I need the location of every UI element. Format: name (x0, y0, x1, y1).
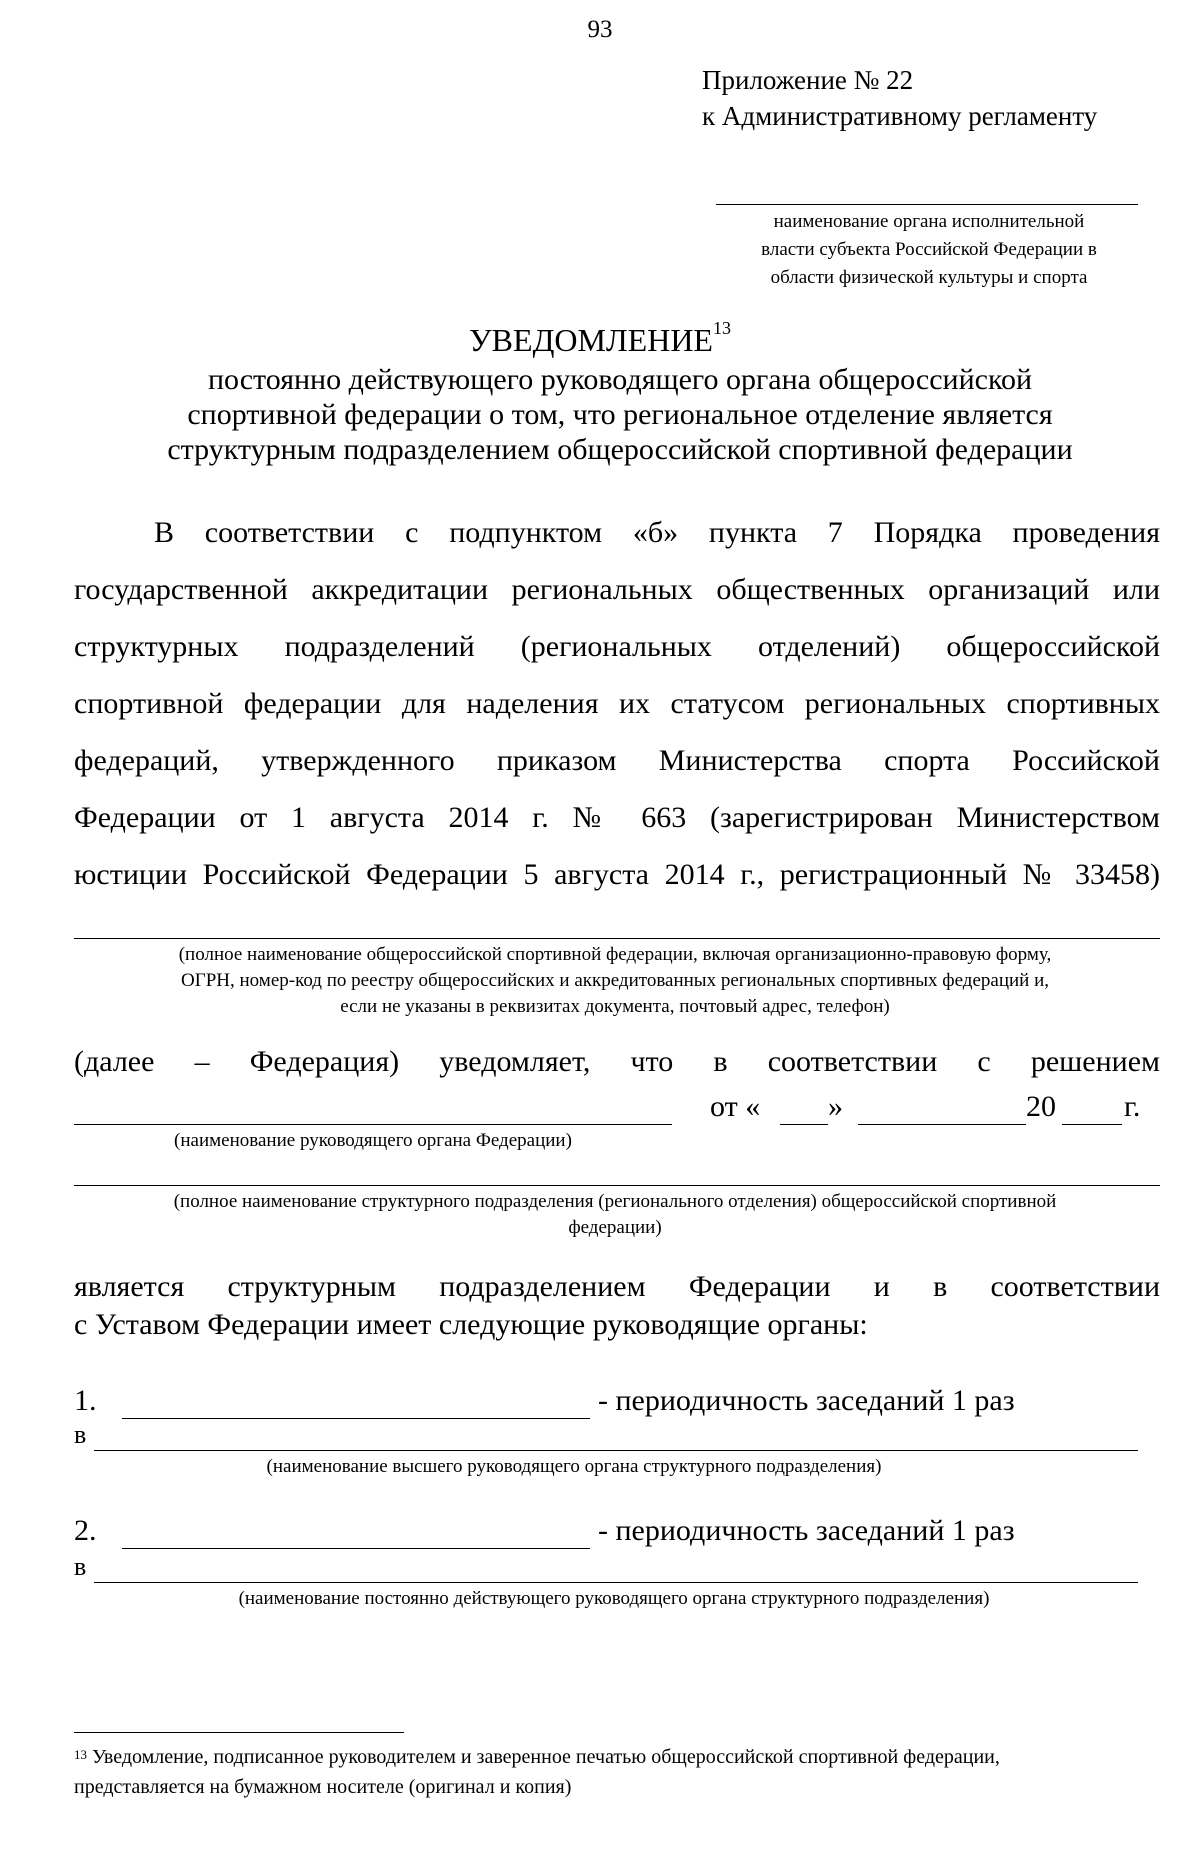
date-year-field[interactable] (1062, 1124, 1122, 1125)
subtitle-line: структурным подразделением общероссийской спортивной федерации (167, 433, 1073, 466)
authority-caption (706, 208, 1152, 292)
governing-body-number: 2. (74, 1514, 97, 1547)
governing-body-periodicity-field[interactable] (94, 1450, 1138, 1451)
footnote-ref: 13 (74, 1747, 87, 1762)
paragraph-line: юстиции Российской Федерации 5 августа 2014 г., регистрационный № 33458) (74, 858, 1160, 891)
authority-caption-line: наименование органа исполнительной (773, 211, 1085, 232)
governing-bodies-intro: является структурным подразделением Федерации и в соответствии с Уставом Федерации имеет следующие руководящие органы: (74, 1270, 1160, 1341)
footnote (74, 1742, 1160, 1802)
body-paragraph (74, 504, 1160, 903)
paragraph-line: федераций, утвержденного приказом Министерства спорта Российской (74, 744, 1160, 777)
authority-name-line (716, 204, 1138, 205)
governing-body-field[interactable] (74, 1124, 672, 1125)
subtitle-line: постоянно действующего руководящего органа общероссийской (207, 363, 1033, 396)
subtitle-line: спортивной федерации о том, что региональное отделение является (187, 398, 1053, 431)
paragraph-line: структурных подразделений (региональных отделений) общероссийской (74, 630, 1160, 663)
document-title (0, 318, 1200, 359)
governing-body-name-field[interactable] (122, 1548, 590, 1549)
appendix-reference: к Административному регламенту (702, 101, 1098, 131)
governing-body-number: 1. (74, 1384, 97, 1417)
division-name-field[interactable] (74, 1185, 1160, 1186)
date-from-label: от « (710, 1090, 761, 1123)
division-caption: (полное наименование структурного подразделения (регионального отделения) общероссийской спортивной федерации) (173, 1191, 1057, 1238)
title-text: УВЕДОМЛЕНИЕ (469, 322, 713, 358)
paragraph-line: государственной аккредитации региональных общественных организаций или (74, 573, 1160, 606)
governing-body-periodicity: - периодичность заседаний 1 раз (598, 1384, 1015, 1417)
governing-body-periodicity-field[interactable] (94, 1582, 1138, 1583)
paragraph-line: В соответствии с подпунктом «б» пункта 7 Порядка проведения (154, 516, 1160, 549)
paragraph-line: спортивной федерации для наделения их статусом региональных спортивных (74, 687, 1160, 720)
appendix-header (702, 62, 1097, 134)
federation-caption: (полное наименование общероссийской спортивной федерации, включая организационно-правовую форму, ОГРН, номер-код по реестру общероссийских и аккредитованных региональных спортивных федераций и, если не указаны в реквизитах документа, почтовый адрес, телефон) (178, 944, 1052, 1017)
notice-line: (далее – Федерация) уведомляет, что в соответствии с решением (74, 1045, 1160, 1078)
governing-body-prefix: в (74, 1420, 87, 1449)
date-year-prefix: 20 (1026, 1090, 1056, 1123)
appendix-number: Приложение № 22 (702, 65, 914, 95)
governing-body-prefix: в (74, 1552, 87, 1581)
governing-body-name-field[interactable] (122, 1418, 590, 1419)
footnote-text: Уведомление, подписанное руководителем и заверенное печатью общероссийской спортивной федерации, (92, 1746, 1000, 1768)
federation-name-field[interactable] (74, 938, 1160, 939)
page-number: 93 (587, 16, 613, 43)
title-footnote-ref: 13 (712, 318, 731, 338)
footnote-text: представляется на бумажном носителе (оригинал и копия) (74, 1776, 572, 1798)
governing-body-caption: (наименование высшего руководящего органа структурного подразделения) (266, 1456, 882, 1477)
date-day-field[interactable] (780, 1124, 828, 1125)
authority-caption-line: власти субъекта Российской Федерации в (761, 239, 1097, 260)
authority-caption-line: области физической культуры и спорта (770, 267, 1088, 288)
footnote-separator (74, 1732, 404, 1733)
date-year-suffix: г. (1124, 1090, 1141, 1123)
paragraph-line: Федерации от 1 августа 2014 г. № 663 (зарегистрирован Министерством (74, 801, 1160, 834)
date-quote-close: » (828, 1090, 843, 1123)
date-month-field[interactable] (858, 1124, 1026, 1125)
governing-body-periodicity: - периодичность заседаний 1 раз (598, 1514, 1015, 1547)
document-subtitle (100, 362, 1140, 467)
governing-body-caption: (наименование постоянно действующего руководящего органа структурного подразделения) (238, 1588, 990, 1609)
governing-body-caption: (наименование руководящего органа Федерации) (174, 1130, 572, 1151)
